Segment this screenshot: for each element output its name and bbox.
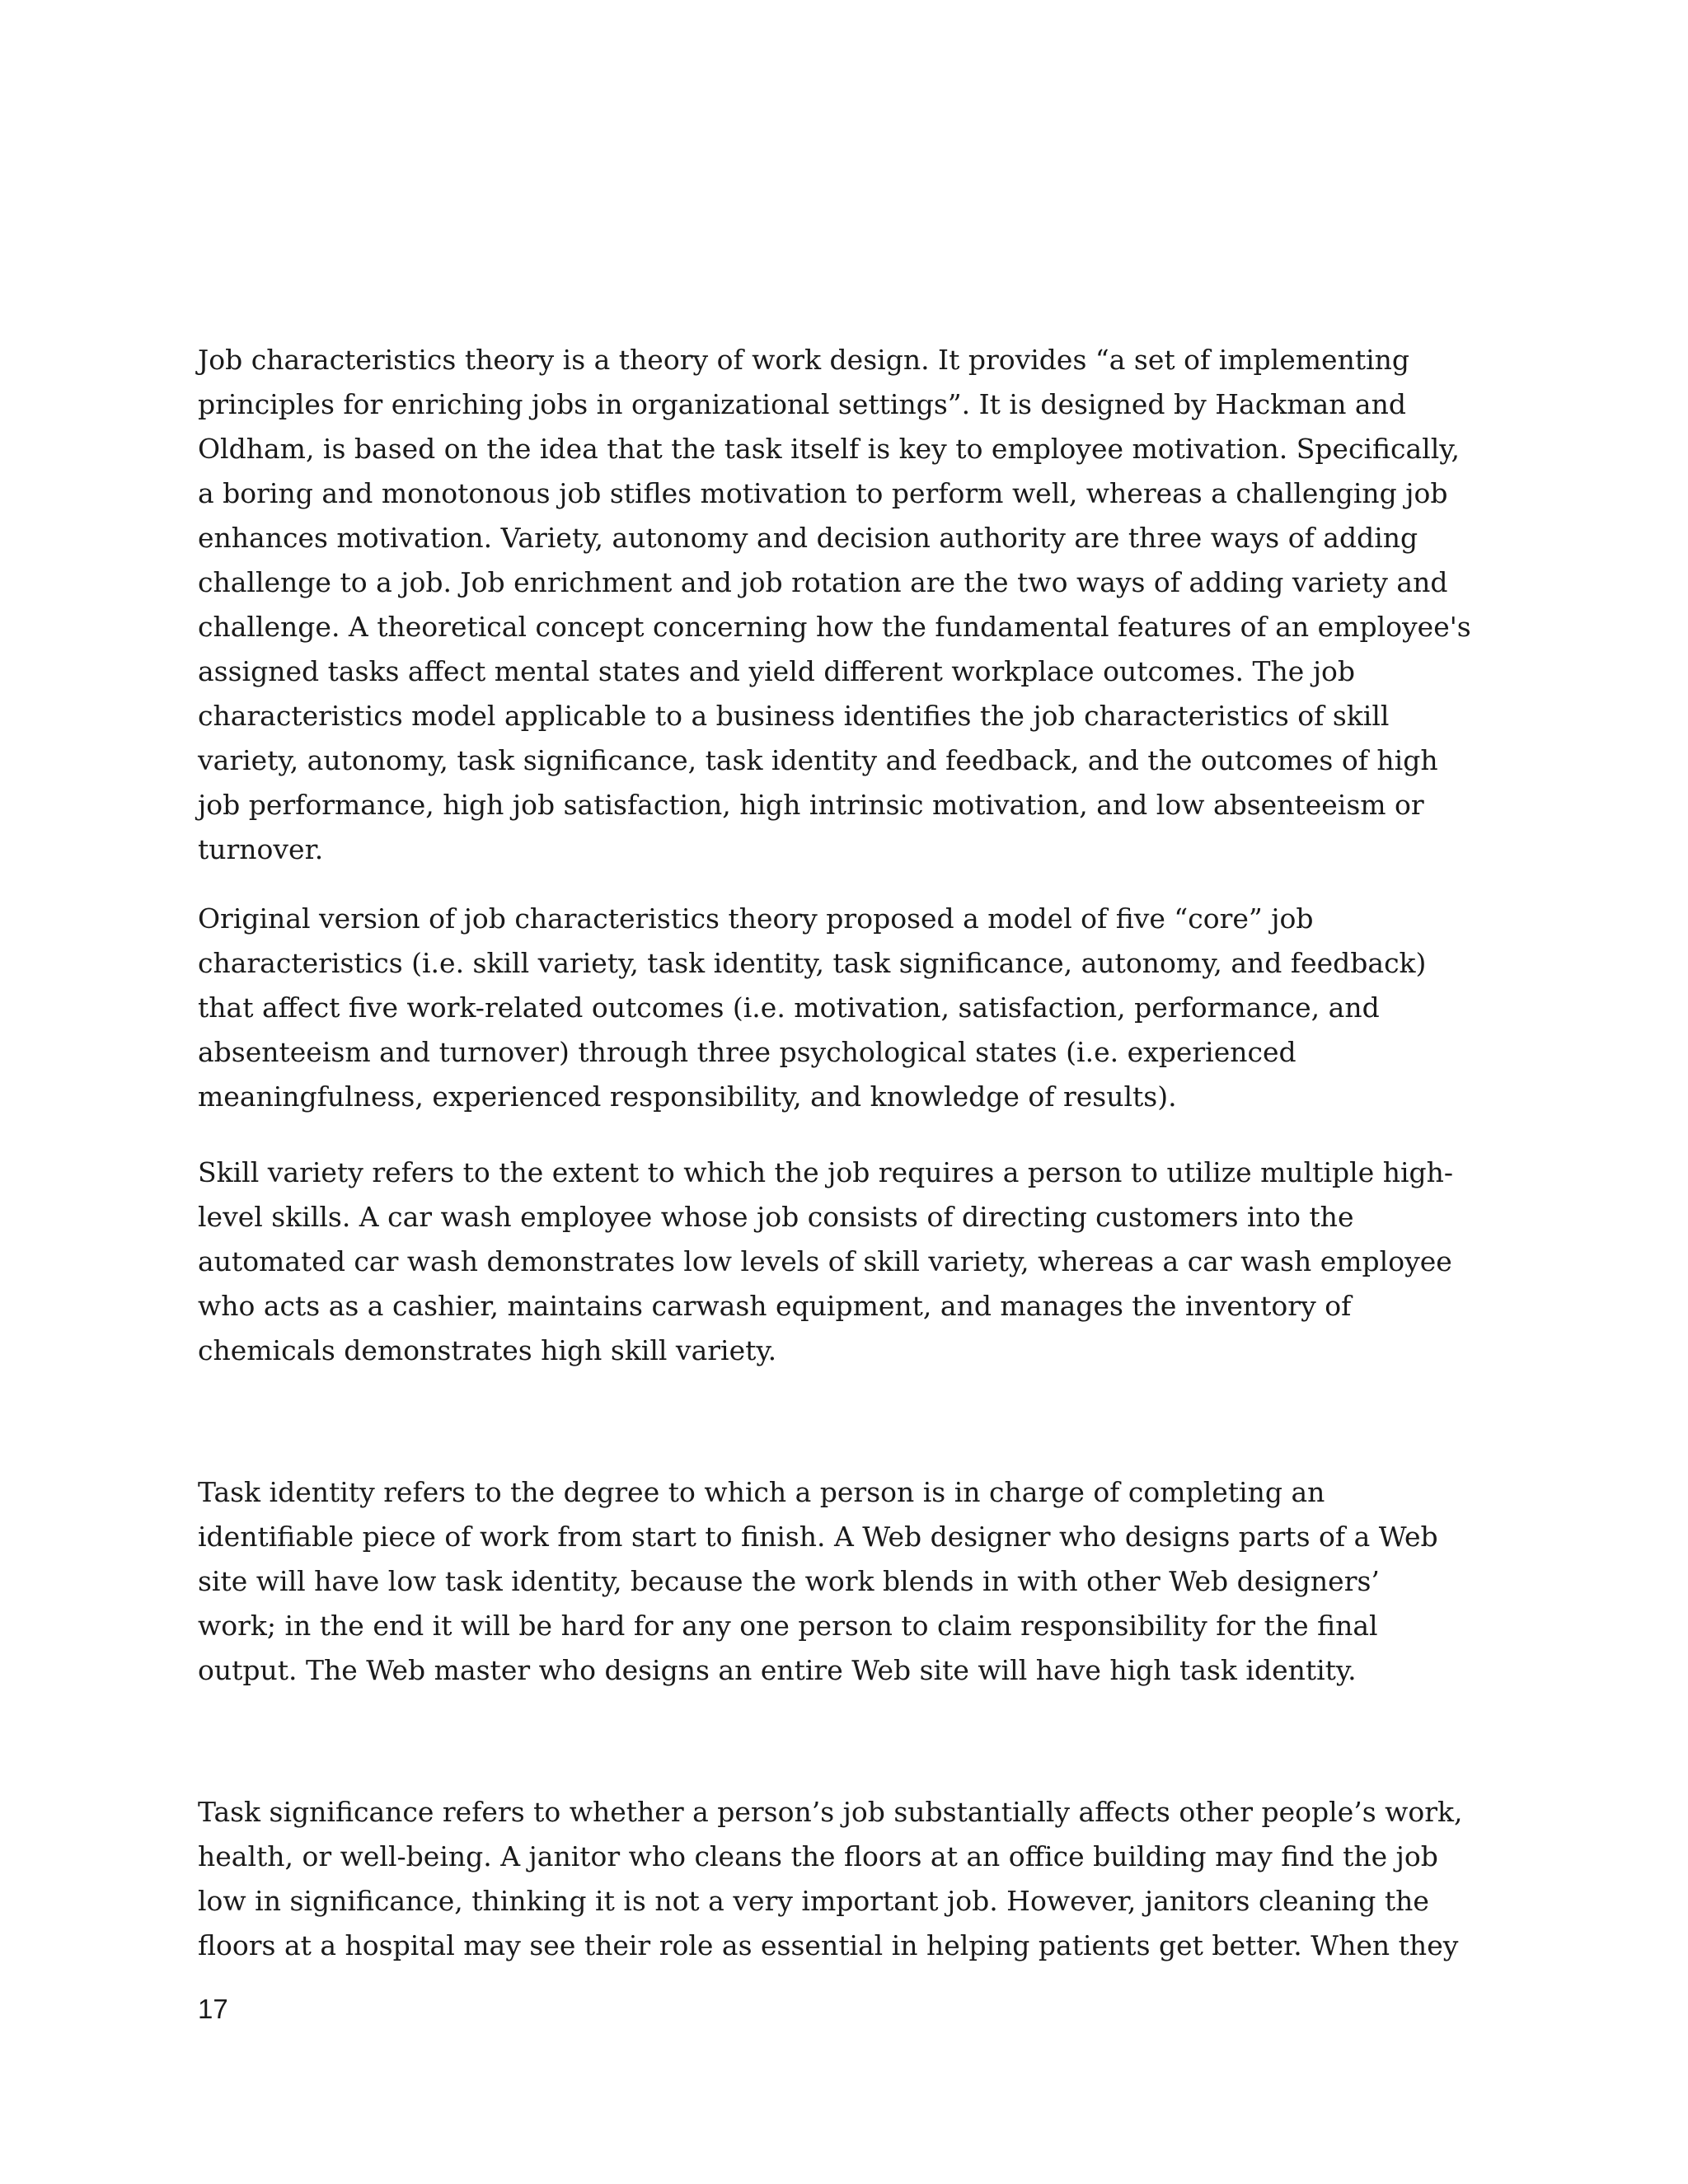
- text-line: site will have low task identity, because the work blends in with other Web designers’: [198, 1565, 1380, 1597]
- text-line: characteristics model applicable to a business identifies the job characteristics of skill: [198, 700, 1390, 732]
- text-line: job performance, high job satisfaction, high intrinsic motivation, and low absenteeism or: [198, 789, 1424, 821]
- text-line: level skills. A car wash employee whose job consists of directing customers into the: [198, 1201, 1354, 1233]
- text-line: absenteeism and turnover) through three psychological states (i.e. experienced: [198, 1036, 1296, 1068]
- paragraph-job-characteristics-theory: [198, 338, 1500, 872]
- page-number: 17: [198, 1994, 228, 2024]
- paragraph-original-version: [198, 897, 1500, 1119]
- text-line: low in significance, thinking it is not a very important job. However, janitors cleaning the: [198, 1885, 1429, 1917]
- text-line: principles for enriching jobs in organizational settings”. It is designed by Hackman and: [198, 388, 1406, 420]
- text-line: assigned tasks affect mental states and yield different workplace outcomes. The job: [198, 655, 1356, 687]
- text-line: Oldham, is based on the idea that the task itself is key to employee motivation. Specifically,: [198, 433, 1461, 465]
- paragraph-task-identity: [198, 1470, 1500, 1693]
- text-line: a boring and monotonous job stifles motivation to perform well, whereas a challenging job: [198, 477, 1448, 509]
- text-line: that affect five work-related outcomes (i.e. motivation, satisfaction, performance, and: [198, 991, 1380, 1024]
- text-line: identifiable piece of work from start to finish. A Web designer who designs parts of a Web: [198, 1521, 1438, 1553]
- text-line: challenge to a job. Job enrichment and job rotation are the two ways of adding variety and: [198, 566, 1448, 598]
- text-line: chemicals demonstrates high skill variety.: [198, 1334, 777, 1366]
- text-line: output. The Web master who designs an entire Web site will have high task identity.: [198, 1654, 1357, 1686]
- text-line: characteristics (i.e. skill variety, task identity, task significance, autonomy, and feedback): [198, 947, 1427, 979]
- text-line: Original version of job characteristics theory proposed a model of five “core” job: [198, 902, 1314, 935]
- text-line: automated car wash demonstrates low levels of skill variety, whereas a car wash employee: [198, 1245, 1452, 1277]
- text-line: enhances motivation. Variety, autonomy and decision authority are three ways of adding: [198, 522, 1418, 554]
- text-line: variety, autonomy, task significance, task identity and feedback, and the outcomes of high: [198, 744, 1438, 776]
- text-line: turnover.: [198, 833, 324, 865]
- text-line: Task significance refers to whether a person’s job substantially affects other people’s work,: [198, 1796, 1463, 1828]
- text-line: challenge. A theoretical concept concerning how the fundamental features of an employee's: [198, 611, 1471, 643]
- paragraph-task-significance: [198, 1790, 1500, 1968]
- text-line: meaningfulness, experienced responsibility, and knowledge of results).: [198, 1080, 1177, 1113]
- text-line: work; in the end it will be hard for any one person to claim responsibility for the final: [198, 1610, 1378, 1642]
- text-line: Skill variety refers to the extent to which the job requires a person to utilize multiple high-: [198, 1156, 1454, 1188]
- text-line: Job characteristics theory is a theory of work design. It provides “a set of implementing: [198, 344, 1410, 376]
- text-line: who acts as a cashier, maintains carwash equipment, and manages the inventory of: [198, 1290, 1352, 1322]
- text-line: floors at a hospital may see their role as essential in helping patients get better. When they: [198, 1929, 1459, 1961]
- paragraph-skill-variety: [198, 1151, 1500, 1373]
- text-line: Task identity refers to the degree to which a person is in charge of completing an: [198, 1476, 1325, 1508]
- text-line: health, or well-being. A janitor who cleans the floors at an office building may find the job: [198, 1840, 1438, 1872]
